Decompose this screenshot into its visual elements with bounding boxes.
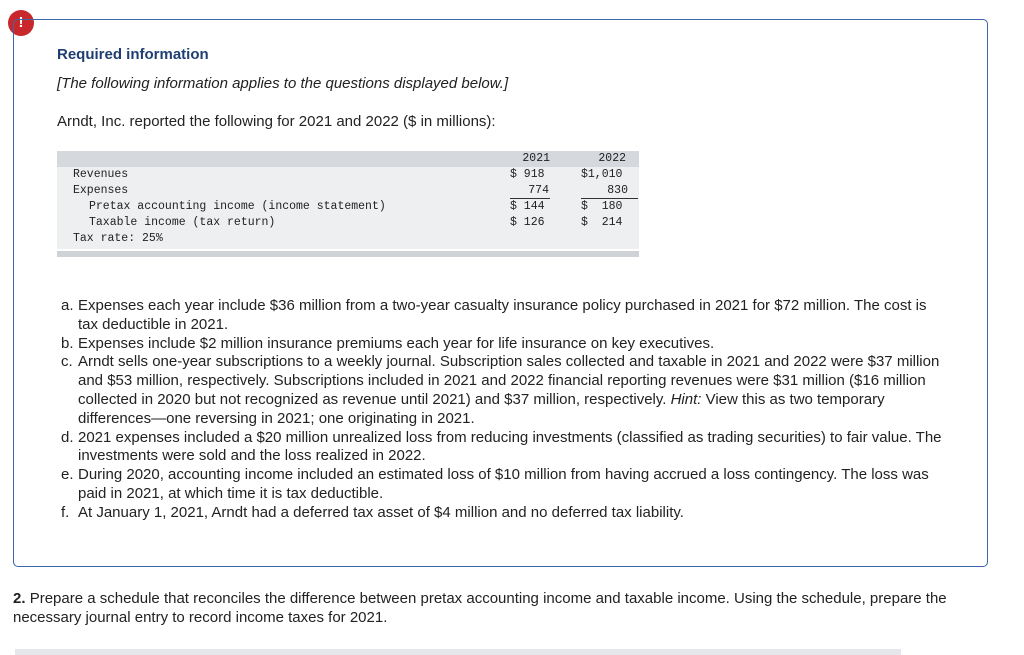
question-text: Prepare a schedule that reconciles the difference between pretax accounting income and taxable income. Using the schedule, prepare the necessary journal entry to record income taxes for 2021.	[13, 590, 947, 626]
list-item-label: d.	[61, 428, 74, 446]
taxable-income-2022: $ 214	[581, 216, 623, 229]
tax-rate: Tax rate: 25%	[73, 232, 163, 245]
expenses-2021: 774	[528, 184, 549, 197]
revenues-2022: $1,010	[581, 168, 623, 181]
list-item-f	[61, 504, 946, 523]
list-item-label: a.	[61, 297, 74, 314]
list-item-text: Expenses include $2 million insurance premiums each year for life insurance on key executives.	[78, 334, 715, 352]
row-label-taxable-income: Taxable income (tax return)	[89, 216, 276, 229]
column-header-2022: 2022	[598, 152, 626, 165]
required-information-title: Required information	[57, 46, 209, 63]
list-item-text: At January 1, 2021, Arndt had a deferred tax asset of $4 million and no deferred tax liability.	[78, 503, 684, 521]
list-item-label: b.	[61, 334, 74, 352]
table-header-background	[57, 151, 639, 167]
expenses-2022-underline	[581, 198, 638, 199]
list-item-label: f.	[61, 503, 70, 521]
list-item-b	[61, 335, 946, 354]
list-item-label: c.	[61, 353, 73, 371]
hint-label: Hint:	[670, 390, 702, 408]
column-header-2021: 2021	[522, 152, 550, 165]
list-item-d	[61, 429, 946, 467]
info-note: [The following information applies to the questions displayed below.]	[57, 75, 509, 92]
row-label-expenses: Expenses	[73, 184, 129, 197]
list-item-a	[61, 297, 946, 335]
expenses-2022: 830	[607, 184, 628, 197]
question-prompt	[13, 590, 973, 627]
list-item-text: Expenses each year include $36 million from a two-year casualty insurance policy purchased in 2021 for $72 million. The cost is tax deductible in 2021.	[78, 297, 927, 333]
taxable-income-2021: $ 126	[510, 216, 545, 229]
list-item-label: e.	[61, 466, 74, 484]
question-number: 2.	[13, 590, 26, 607]
intro-text: Arndt, Inc. reported the following for 2021 and 2022 ($ in millions):	[57, 113, 496, 130]
list-item-e	[61, 466, 946, 504]
hint-text: View this as two temporary differences—one reversing in 2021; one originating in 2021.	[78, 390, 885, 427]
revenues-2021: $ 918	[510, 168, 545, 181]
list-item-c	[61, 353, 946, 428]
expenses-2021-underline	[510, 198, 550, 199]
list-item-text	[78, 353, 946, 428]
row-label-revenues: Revenues	[73, 168, 129, 181]
table-bottom-bar	[57, 251, 639, 257]
information-list	[61, 297, 946, 523]
answer-area-top-bar	[15, 649, 901, 655]
alert-icon: !	[8, 10, 34, 36]
row-label-pretax-income: Pretax accounting income (income statement)	[89, 200, 386, 213]
financial-data-table	[57, 150, 639, 258]
pretax-income-2021: $ 144	[510, 200, 545, 213]
pretax-income-2022: $ 180	[581, 200, 623, 213]
list-item-text-main: Arndt sells one-year subscriptions to a weekly journal. Subscription sales collected and taxable in 2021 and 2022 were $37 million and $53 million, respectively. Subscriptions included in 2021 and 2022 financial reporting revenues were $31 million ($16 million collected in 2020 but not recognized as revenue until 2021) and $37 million, respectively.	[78, 353, 940, 408]
list-item-text: 2021 expenses included a $20 million unrealized loss from reducing investments (classified as trading securities) to fair value. The investments were sold and the loss realized in 2022.	[78, 428, 942, 465]
list-item-text: During 2020, accounting income included an estimated loss of $10 million from having accrued a loss contingency. The loss was paid in 2021, at which time it is tax deductible.	[78, 466, 929, 502]
